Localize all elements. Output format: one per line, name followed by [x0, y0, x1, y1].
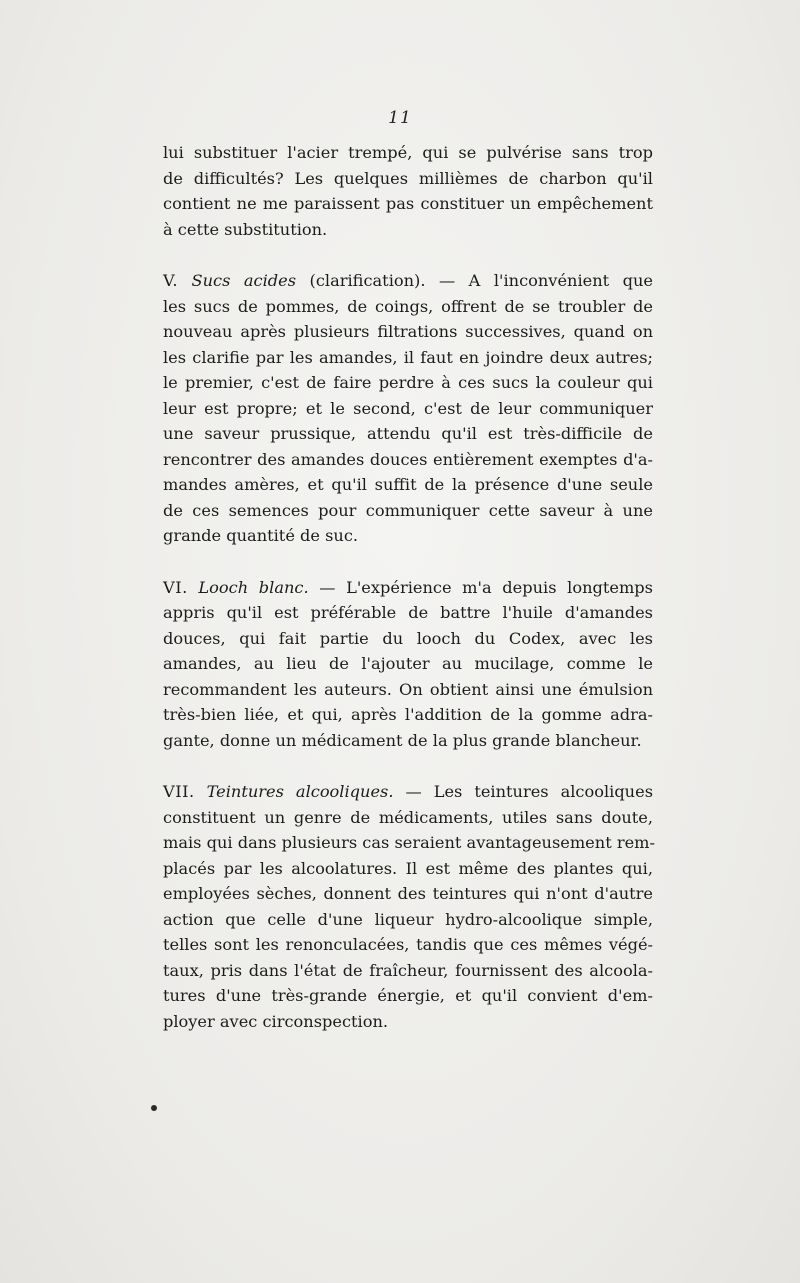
- text-line: douces, qui fait partie du looch du Codex, avec les: [163, 628, 653, 648]
- text-line: action que celle d'une liqueur hydro-alcoolique simple,: [163, 909, 653, 929]
- text-line: nouveau après plusieurs filtrations successives, quand on: [163, 322, 653, 341]
- section-heading-line: [163, 268, 653, 294]
- text-line: les sucs de pommes, de coings, offrent de se troubler de: [163, 296, 653, 316]
- text-line: amandes, au lieu de l'ajouter au mucilage, comme le: [163, 654, 653, 673]
- text-line: appris qu'il est préférable de battre l'huile d'amandes: [163, 603, 653, 622]
- text-line: les clarifie par les amandes, il faut en joindre deux autres;: [163, 347, 653, 367]
- ink-speck: [151, 1105, 157, 1111]
- section-title: Sucs acides: [191, 271, 297, 290]
- text-line: à cette substitution.: [163, 219, 328, 239]
- section-heading-line: [163, 779, 653, 805]
- section-vi: [163, 575, 653, 754]
- section-heading-rest: — Les teintures alcooliques: [405, 782, 653, 801]
- section-numeral: VI.: [163, 577, 188, 597]
- text-line: placés par les alcoolatures. Il est même des plantes qui,: [163, 858, 653, 878]
- text-line: le premier, c'est de faire perdre à ces sucs la couleur qui: [163, 373, 653, 392]
- section-heading-line: [163, 575, 653, 601]
- text-line: contient ne me paraissent pas constituer un empêchement: [163, 194, 653, 213]
- text-line: de difficultés? Les quelques millièmes de charbon qu'il: [163, 168, 653, 188]
- text-line: telles sont les renonculacées, tandis que ces mêmes végé-: [163, 935, 653, 954]
- intro-paragraph: [163, 140, 653, 242]
- text-line: mandes amères, et qu'il suffit de la présence d'une seule: [163, 475, 653, 494]
- text-line: recommandent les auteurs. On obtient ainsi une émulsion: [163, 679, 653, 699]
- text-line: constituent un genre de médicaments, utiles sans doute,: [163, 807, 653, 827]
- text-line: tures d'une très-grande énergie, et qu'il convient d'em-: [163, 986, 653, 1005]
- text-line: leur est propre; et le second, c'est de leur communiquer: [163, 398, 653, 418]
- section-title: Teintures alcooliques.: [206, 782, 394, 801]
- text-line: très-bien liée, et qui, après l'addition de la gomme adra-: [163, 705, 653, 724]
- body-text: [163, 140, 653, 1034]
- section-heading-rest: (clarification). — A l'inconvénient que: [309, 271, 653, 290]
- section-v: [163, 268, 653, 549]
- text-line: grande quantité de suc.: [163, 526, 359, 545]
- text-line: employées sèches, donnent des teintures qui n'ont d'autre: [163, 884, 653, 903]
- text-line: gante, donne un médicament de la plus grande blancheur.: [163, 730, 642, 750]
- text-line: taux, pris dans l'état de fraîcheur, fournissent des alcoola-: [163, 960, 653, 980]
- section-heading-rest: — L'expérience m'a depuis longtemps: [319, 577, 653, 597]
- section-title: Looch blanc.: [198, 577, 309, 597]
- text-line: lui substituer l'acier trempé, qui se pulvérise sans trop: [163, 143, 653, 162]
- text-line: ployer avec circonspection.: [163, 1011, 389, 1031]
- section-vii: [163, 779, 653, 1034]
- text-line: de ces semences pour communiquer cette saveur à une: [163, 500, 653, 520]
- page-number: 11: [388, 108, 412, 128]
- section-numeral: VII.: [163, 782, 195, 801]
- text-line: une saveur prussique, attendu qu'il est très-difficile de: [163, 424, 653, 443]
- section-numeral: V.: [163, 271, 179, 290]
- text-line: mais qui dans plusieurs cas seraient avantageusement rem-: [163, 833, 655, 852]
- text-line: rencontrer des amandes douces entièrement exemptes d'a-: [163, 449, 653, 469]
